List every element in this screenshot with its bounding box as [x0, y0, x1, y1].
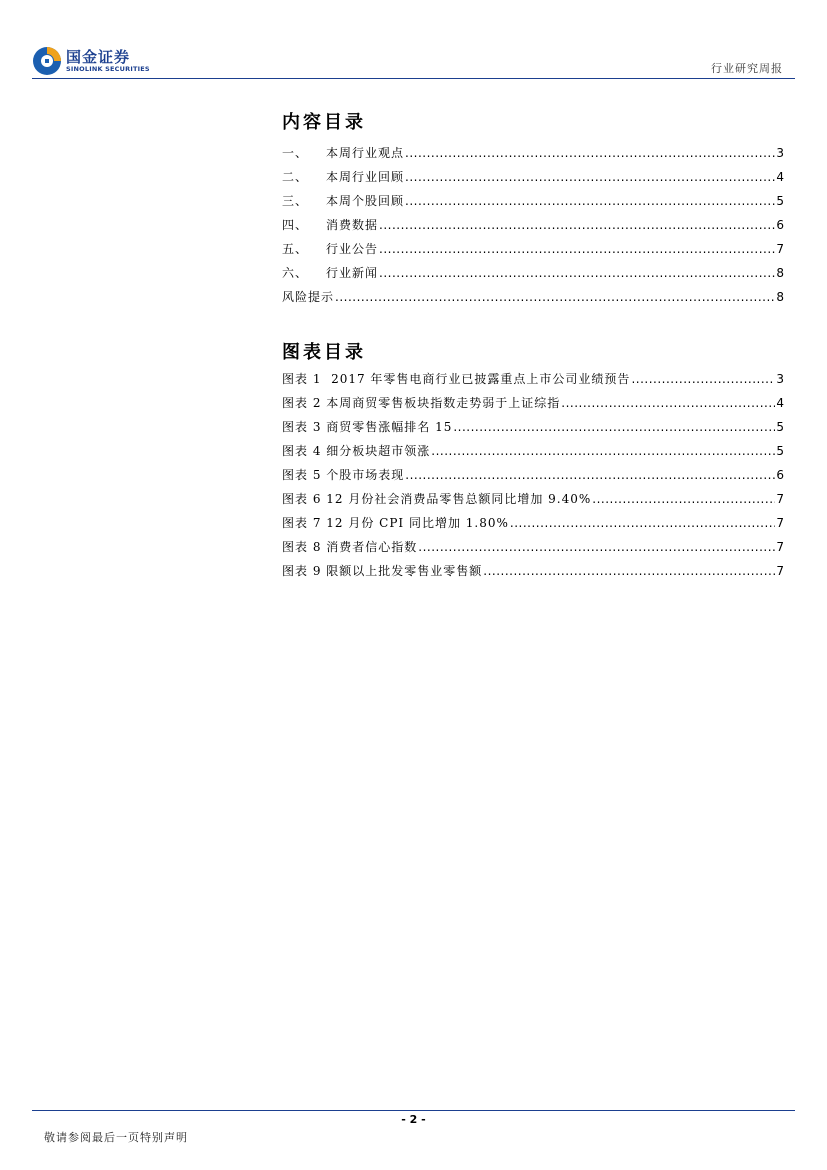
figure-entry-page: 5: [776, 420, 784, 434]
page-header: [32, 44, 795, 80]
figure-entry-page: 5: [776, 444, 784, 458]
company-logo: [32, 46, 150, 76]
page-number: - 2 -: [401, 1113, 426, 1126]
figure-entry-text: 图表 2 本周商贸零售板块指数走势弱于上证综指: [282, 396, 561, 410]
figure-entry[interactable]: [282, 564, 784, 588]
dot-leader: [418, 540, 775, 554]
figure-entry[interactable]: [282, 420, 784, 444]
dot-leader: [510, 516, 775, 530]
figure-entry-text: 图表 8 消费者信心指数: [282, 540, 418, 554]
toc-entry-page: 3: [776, 146, 784, 160]
toc-entry[interactable]: [282, 242, 784, 266]
toc-entry-number: 六、: [282, 266, 309, 280]
logo-english-name: SINOLINK SECURITIES: [66, 64, 150, 73]
toc-entry-number: 三、: [282, 194, 309, 208]
figure-entry-text: 图表 4 细分板块超市领涨: [282, 444, 431, 458]
toc-entry-page: 5: [776, 194, 784, 208]
toc-entry-number: 一、: [282, 146, 309, 160]
dot-leader: [431, 444, 775, 458]
figure-entry-text: 图表 9 限额以上批发零售业零售额: [282, 564, 483, 578]
toc-entry-risk[interactable]: [282, 290, 784, 314]
figure-entry-page: 6: [776, 468, 784, 482]
logo-chinese-name: 国金证券: [66, 47, 131, 66]
figure-entry-page: 7: [776, 540, 784, 554]
figure-entry-page: 4: [776, 396, 784, 410]
figure-entry-page: 7: [776, 564, 784, 578]
figure-entry-page: 3: [776, 372, 784, 386]
toc-entry-text: 行业公告: [326, 242, 379, 256]
figure-entry-text: 图表 1 2017 年零售电商行业已披露重点上市公司业绩预告: [282, 372, 631, 386]
toc-entry-text: 本周行业观点: [326, 146, 405, 160]
toc-entry-number: 四、: [282, 218, 309, 232]
toc-entry-text: 风险提示: [282, 290, 335, 304]
toc-entry-page: 6: [776, 218, 784, 232]
toc-entry-text: 本周个股回顾: [326, 194, 405, 208]
toc-entry[interactable]: [282, 266, 784, 290]
toc-entry-number: 二、: [282, 170, 309, 184]
dot-leader: [405, 146, 775, 160]
report-type-label: 行业研究周报: [711, 62, 783, 75]
figure-entry[interactable]: [282, 540, 784, 564]
toc-entry-text: 本周行业回顾: [326, 170, 405, 184]
toc-entry[interactable]: [282, 146, 784, 170]
figure-entry[interactable]: [282, 492, 784, 516]
toc-entry-text: 行业新闻: [326, 266, 379, 280]
figure-entry[interactable]: [282, 516, 784, 540]
toc-entry-page: 7: [776, 242, 784, 256]
figure-entry-text: 图表 7 12 月份 CPI 同比增加 1.80%: [282, 516, 509, 530]
toc-entry-number: 五、: [282, 242, 309, 256]
logo-mark-icon: [32, 46, 62, 76]
dot-leader: [405, 170, 775, 184]
toc-entry[interactable]: [282, 194, 784, 218]
toc-entry[interactable]: [282, 170, 784, 194]
footer-divider: [32, 1110, 795, 1111]
contents-list: [282, 146, 784, 314]
dot-leader: [592, 492, 775, 506]
toc-entry[interactable]: [282, 218, 784, 242]
dot-leader: [483, 564, 775, 578]
dot-leader: [379, 242, 775, 256]
dot-leader: [335, 290, 775, 304]
toc-entry-page: 4: [776, 170, 784, 184]
figure-entry[interactable]: [282, 396, 784, 420]
dot-leader: [453, 420, 775, 434]
figure-entry[interactable]: [282, 444, 784, 468]
figure-entry-text: 图表 5 个股市场表现: [282, 468, 405, 482]
dot-leader: [631, 372, 775, 386]
toc-entry-page: 8: [776, 266, 784, 280]
contents-title: 内容目录: [282, 112, 366, 133]
dot-leader: [379, 266, 775, 280]
dot-leader: [405, 468, 775, 482]
dot-leader: [379, 218, 775, 232]
figure-entry-page: 7: [776, 516, 784, 530]
figure-entry-page: 7: [776, 492, 784, 506]
dot-leader: [405, 194, 775, 208]
toc-entry-page: 8: [776, 290, 784, 304]
figure-entry[interactable]: [282, 468, 784, 492]
figure-entry-text: 图表 6 12 月份社会消费品零售总额同比增加 9.40%: [282, 492, 592, 506]
figures-list: [282, 372, 784, 588]
footer-disclaimer: 敬请参阅最后一页特别声明: [44, 1131, 188, 1144]
dot-leader: [561, 396, 775, 410]
toc-entry-text: 消费数据: [326, 218, 379, 232]
header-divider: [32, 78, 795, 79]
figures-title: 图表目录: [282, 342, 366, 363]
figure-entry-text: 图表 3 商贸零售涨幅排名 15: [282, 420, 453, 434]
figure-entry[interactable]: [282, 372, 784, 396]
